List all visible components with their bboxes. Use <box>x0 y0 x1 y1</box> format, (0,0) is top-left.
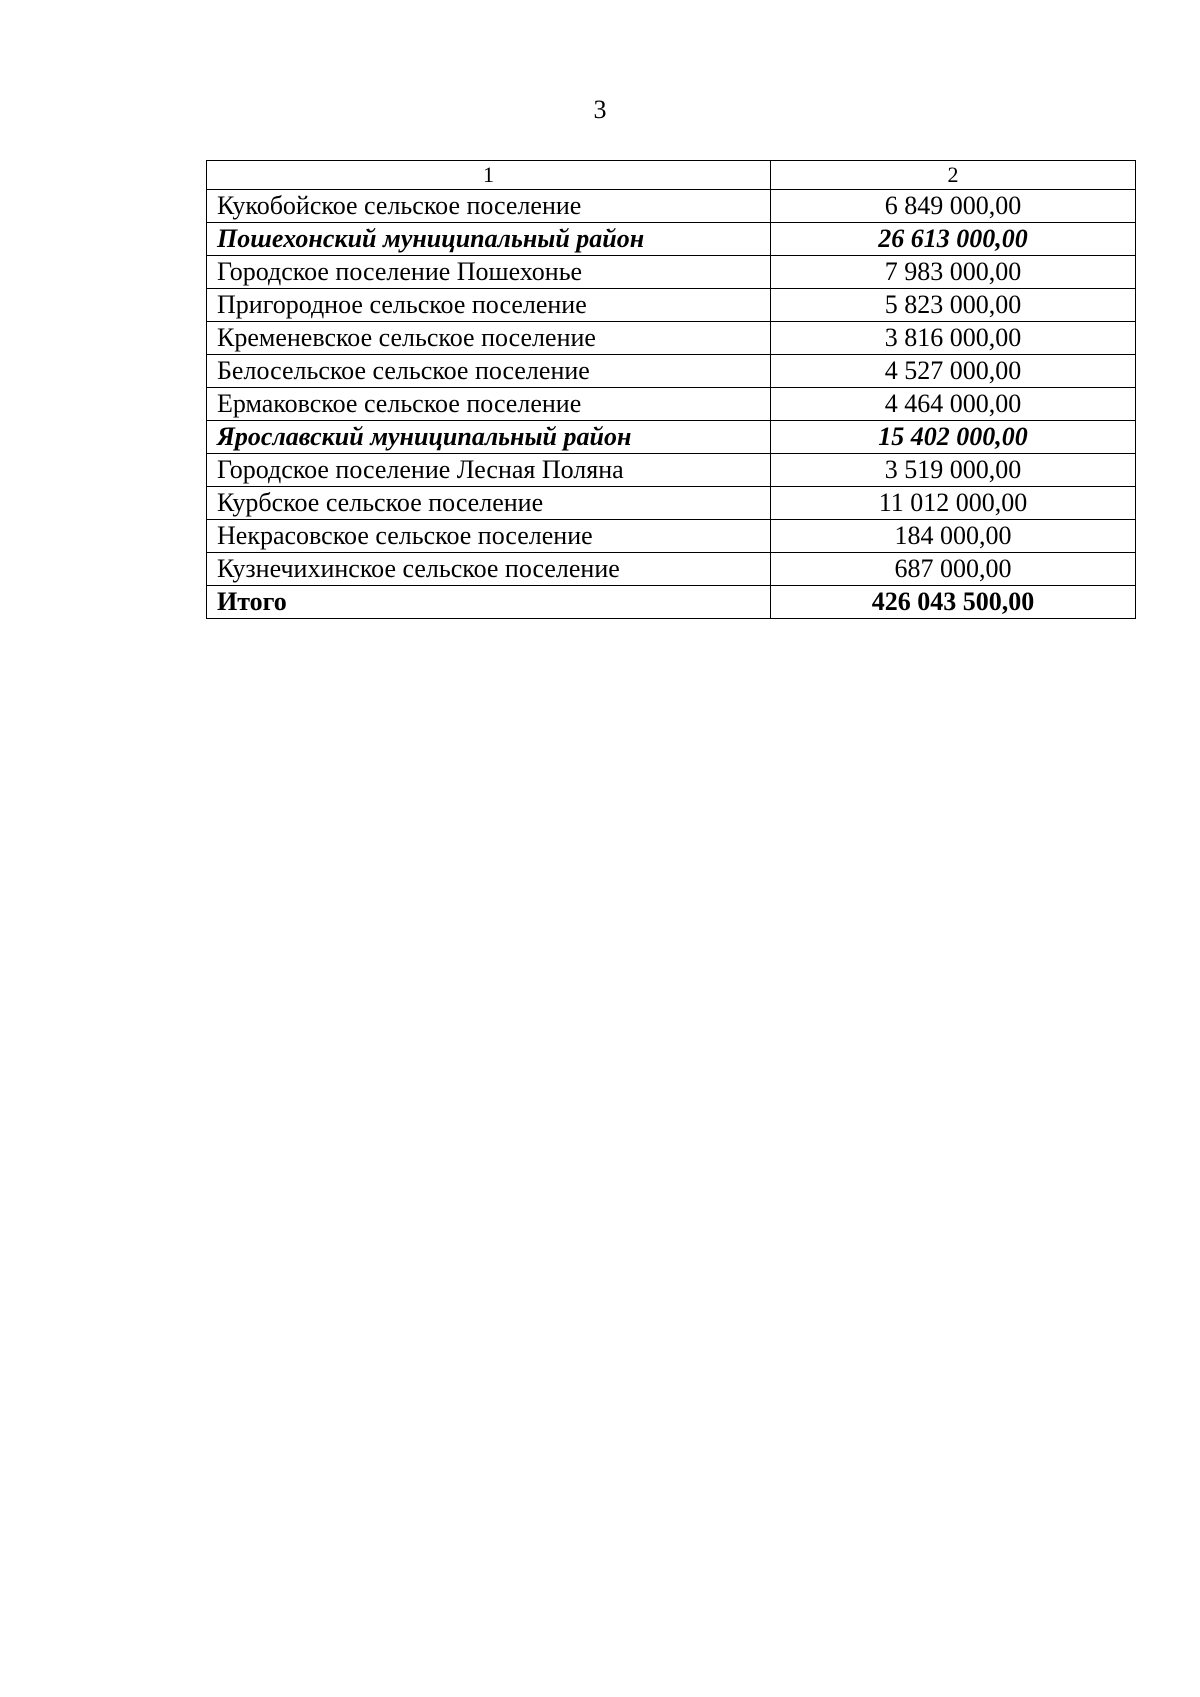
row-name: Курбское сельское поселение <box>207 487 771 520</box>
row-amount: 11 012 000,00 <box>771 487 1136 520</box>
row-amount: 4 527 000,00 <box>771 355 1136 388</box>
table-row <box>207 487 1136 520</box>
table-row <box>207 223 1136 256</box>
total-label: Итого <box>207 586 771 619</box>
row-name: Кукобойское сельское поселение <box>207 190 771 223</box>
column-header-2: 2 <box>771 161 1136 190</box>
row-amount: 7 983 000,00 <box>771 256 1136 289</box>
table-row <box>207 421 1136 454</box>
table-row <box>207 322 1136 355</box>
table-row <box>207 190 1136 223</box>
row-name: Городское поселение Пошехонье <box>207 256 771 289</box>
row-name: Ермаковское сельское поселение <box>207 388 771 421</box>
table-row <box>207 520 1136 553</box>
row-amount: 6 849 000,00 <box>771 190 1136 223</box>
row-amount: 3 816 000,00 <box>771 322 1136 355</box>
page-number: 3 <box>593 95 607 124</box>
row-name: Городское поселение Лесная Поляна <box>207 454 771 487</box>
row-name: Пригородное сельское поселение <box>207 289 771 322</box>
total-amount: 426 043 500,00 <box>771 586 1136 619</box>
table-row <box>207 553 1136 586</box>
row-name: Белосельское сельское поселение <box>207 355 771 388</box>
row-name: Ярославский муниципальный район <box>207 421 771 454</box>
column-header-1: 1 <box>207 161 771 190</box>
row-amount: 4 464 000,00 <box>771 388 1136 421</box>
row-amount: 15 402 000,00 <box>771 421 1136 454</box>
table-row <box>207 256 1136 289</box>
row-amount: 3 519 000,00 <box>771 454 1136 487</box>
total-row <box>207 586 1136 619</box>
row-name: Пошехонский муниципальный район <box>207 223 771 256</box>
table-row <box>207 454 1136 487</box>
row-name: Кременевское сельское поселение <box>207 322 771 355</box>
table-row <box>207 355 1136 388</box>
table-row <box>207 388 1136 421</box>
row-amount: 687 000,00 <box>771 553 1136 586</box>
row-name: Кузнечихинское сельское поселение <box>207 553 771 586</box>
row-amount: 184 000,00 <box>771 520 1136 553</box>
allocation-table <box>206 160 1136 619</box>
row-name: Некрасовское сельское поселение <box>207 520 771 553</box>
row-amount: 26 613 000,00 <box>771 223 1136 256</box>
table-row <box>207 289 1136 322</box>
row-amount: 5 823 000,00 <box>771 289 1136 322</box>
table-header-row <box>207 161 1136 190</box>
